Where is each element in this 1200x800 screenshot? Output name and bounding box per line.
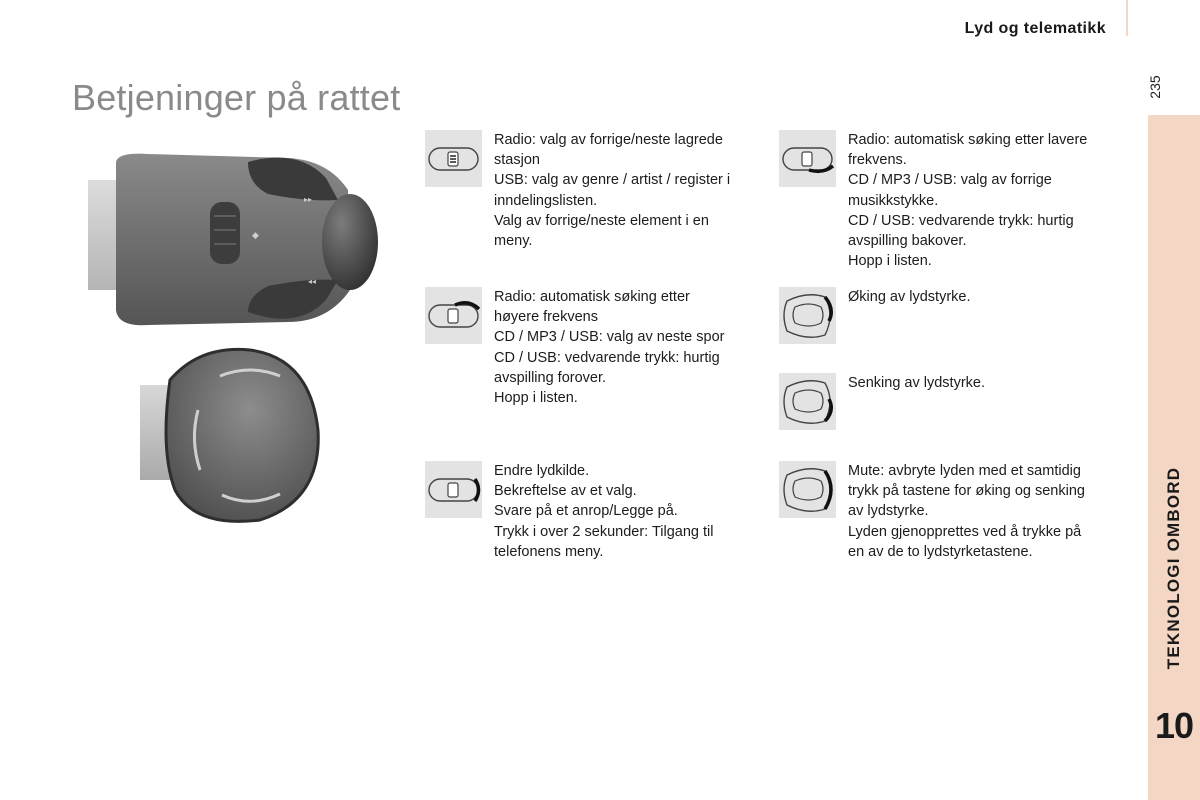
volume-knob — [322, 194, 378, 290]
entry-line: Øking av lydstyrke. — [848, 289, 971, 305]
entry-line: Endre lydkilde. — [494, 463, 590, 479]
entry-line: CD / USB: vedvarende trykk: hurtig — [848, 212, 1074, 229]
entry-line: avspilling bakover. — [848, 233, 967, 250]
volume-up-button-icon — [779, 287, 836, 344]
entry-text — [848, 130, 1118, 271]
entry-line: Bekreftelse av et valg. — [494, 483, 637, 500]
entry-line: Mute: avbryte lyden med et samtidig — [848, 463, 1081, 479]
entry-line: CD / MP3 / USB: valg av neste spor — [494, 329, 725, 346]
steering-control-stalk-illustration — [88, 150, 388, 330]
forward-button-icon — [425, 287, 482, 344]
entry-line: Svare på et anrop/Legge på. — [494, 503, 678, 520]
entry-line: Senking av lydstyrke. — [848, 375, 986, 391]
header-divider — [1126, 0, 1128, 36]
entry-text — [494, 287, 764, 408]
rocker-switch-side-icon — [425, 130, 482, 187]
entry-line: telefonens meny. — [494, 543, 604, 560]
entry-line: Trykk i over 2 sekunder: Tilgang til — [494, 523, 714, 540]
scroll-wheel — [210, 202, 240, 264]
entry-text — [494, 461, 764, 562]
mute-buttons-icon — [779, 461, 836, 518]
entry-line: inndelingslisten. — [494, 192, 598, 209]
entry-line: Radio: valg av forrige/neste lagrede — [494, 132, 723, 148]
entry-line: trykk på tastene for øking og senking — [848, 483, 1085, 500]
source-button-icon — [425, 461, 482, 518]
chapter-label: TEKNOLOGI OMBORD — [1164, 466, 1183, 669]
entry-line: Lyden gjenopprettes ved å trykke på — [848, 523, 1082, 540]
entry-line: Valg av forrige/neste element i en — [494, 212, 709, 229]
entry-line: stasjon — [494, 152, 540, 169]
entry-line: avspilling forover. — [494, 369, 607, 386]
knob-body — [166, 349, 318, 521]
entry-line: CD / MP3 / USB: valg av forrige — [848, 172, 1052, 189]
entry-line: av lydstyrke. — [848, 503, 929, 520]
page-number: 235 — [1147, 75, 1163, 99]
chapter-tab-label — [1148, 445, 1200, 690]
entry-line: Radio: automatisk søking etter — [494, 289, 690, 305]
entry-line: meny. — [494, 233, 533, 250]
entry-text — [848, 287, 1118, 307]
page-title: Betjeninger på rattet — [72, 77, 401, 118]
section-title: Lyd og telematikk — [964, 20, 1106, 37]
forward-glyph: ▸▸ — [304, 195, 313, 204]
entry-line: Hopp i listen. — [494, 390, 578, 407]
entry-line: CD / USB: vedvarende trykk: hurtig — [494, 349, 720, 366]
entry-line: frekvens. — [848, 152, 907, 169]
entry-text — [848, 373, 1118, 393]
steering-control-knob-illustration — [140, 340, 330, 530]
entry-line: musikkstykke. — [848, 192, 939, 209]
entry-line: USB: valg av genre / artist / register i — [494, 172, 731, 189]
entry-text — [494, 130, 764, 251]
updown-glyph: ◆ — [252, 231, 259, 241]
volume-down-button-icon — [779, 373, 836, 430]
entry-line: høyere frekvens — [494, 309, 598, 326]
chapter-number: 10 — [1154, 705, 1194, 746]
entry-line: Hopp i listen. — [848, 253, 932, 270]
entry-line: en av de to lydstyrketastene. — [848, 543, 1033, 560]
entry-line: Radio: automatisk søking etter lavere — [848, 132, 1088, 148]
rewind-button-icon — [779, 130, 836, 187]
rewind-glyph: ◂◂ — [308, 277, 317, 286]
entry-text — [848, 461, 1118, 562]
